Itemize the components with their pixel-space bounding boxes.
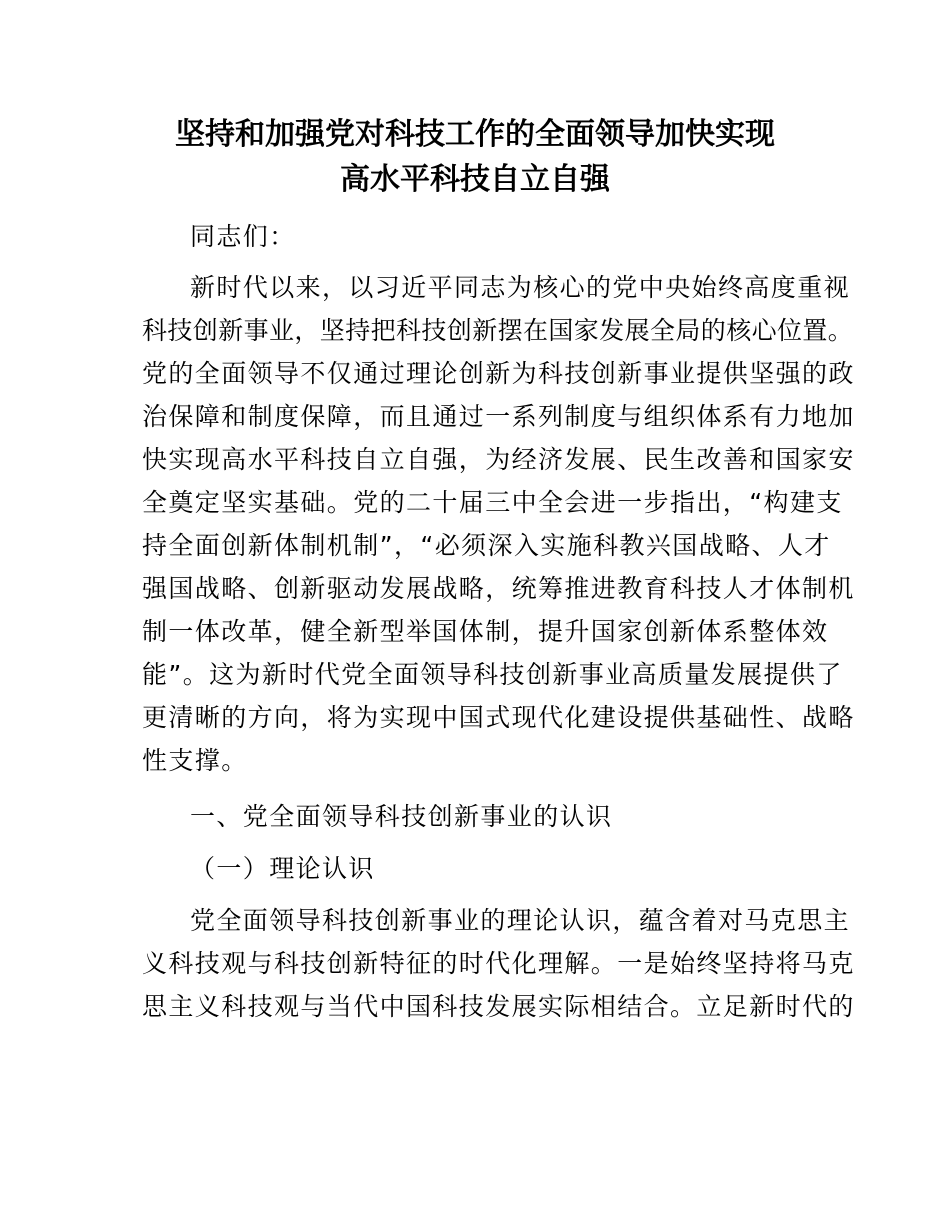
text-line: 科技创新事业，坚持把科技创新摆在国家发展全局的核心位置。	[142, 316, 854, 345]
title-line-1: 坚持和加强党对科技工作的全面领导加快实现	[175, 117, 775, 152]
subsection-heading: （一）理论认识	[190, 854, 375, 883]
paragraph-1	[142, 266, 855, 782]
text-line: 党的全面领导不仅通过理论创新为科技创新事业提供坚强的政	[142, 359, 855, 388]
text-line: 党全面领导科技创新事业的理论认识，蕴含着对马克思主	[190, 906, 851, 935]
document-body	[142, 215, 855, 1028]
text-line: 治保障和制度保障，而且通过一系列制度与组织体系有力地加	[142, 402, 855, 431]
salutation: 同志们：	[190, 222, 296, 251]
text-line: 强国战略、创新驱动发展战略，统筹推进教育科技人才体制机	[142, 574, 855, 603]
document-title	[0, 112, 950, 202]
text-line: 更清晰的方向，将为实现中国式现代化建设提供基础性、战略	[142, 703, 855, 732]
text-line: 全奠定坚实基础。党的二十届三中全会进一步指出，“构建支	[142, 488, 843, 517]
text-line: 能”。这为新时代党全面领导科技创新事业高质量发展提供了	[142, 660, 843, 689]
paragraph-2	[142, 899, 855, 1028]
text-line: 制一体改革，健全新型举国体制，提升国家创新体系整体效	[142, 617, 829, 646]
text-line: 新时代以来，以习近平同志为核心的党中央始终高度重视	[190, 273, 851, 302]
text-line: 思主义科技观与当代中国科技发展实际相结合。立足新时代的	[142, 992, 855, 1021]
text-line: 义科技观与科技创新特征的时代化理解。一是始终坚持将马克	[142, 949, 855, 978]
text-line: 持全面创新体制机制”，“必须深入实施科教兴国战略、人才	[142, 531, 831, 560]
text-line: 快实现高水平科技自立自强，为经济发展、民生改善和国家安	[142, 445, 855, 474]
section-heading: 一、党全面领导科技创新事业的认识	[190, 802, 613, 831]
text-line: 性支撑。	[142, 746, 248, 775]
title-line-2: 高水平科技自立自强	[340, 162, 610, 197]
